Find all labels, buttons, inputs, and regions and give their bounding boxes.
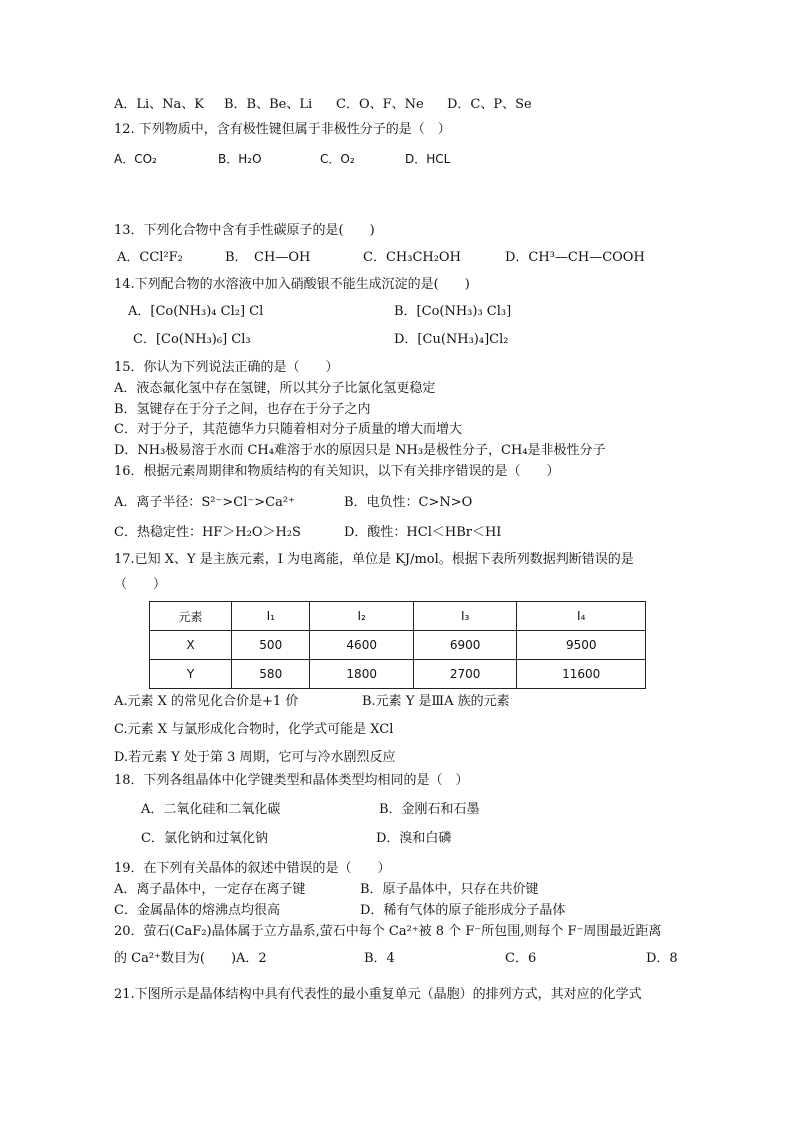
q18-option-d: D．溴和白磷	[376, 831, 452, 846]
q17-answer-paren: （ ）	[114, 577, 167, 592]
q20-option-d: D．8	[646, 951, 678, 966]
q12-option-d: D．HCL	[405, 152, 451, 166]
q14-option-c: C．[Co(NH₃)₆] Cl₃	[133, 332, 251, 347]
q19-option-c: C．金属晶体的熔沸点均很高	[114, 903, 280, 918]
q13-option-c: C．CH₃CH₂OH	[363, 250, 461, 265]
q15-option-c: C．对于分子，其范德华力只随着相对分子质量的增大而增大	[114, 422, 462, 437]
table-header-cell: I₂	[310, 602, 413, 631]
q16-stem: 16．根据元素周期律和物质结构的有关知识，以下有关排序错误的是（ ）	[114, 464, 560, 479]
table-header-cell: 元素	[150, 602, 232, 631]
q14-option-d: D．[Cu(NH₃)₄]Cl₂	[394, 332, 509, 347]
q11-option-d: D．C、P、Se	[447, 97, 532, 112]
q17-option-b: B.元素 Y 是ⅢA 族的元素	[362, 694, 510, 709]
ionization-energy-table	[149, 601, 646, 689]
q16-option-d: D．酸性：HCl＜HBr＜HI	[344, 525, 502, 540]
q19-option-d: D．稀有气体的原子能形成分子晶体	[360, 903, 566, 918]
q19-option-b: B．原子晶体中，只存在共价键	[360, 882, 539, 897]
q15-option-a: A．液态氟化氢中存在氢键，所以其分子比氯化氢更稳定	[114, 381, 436, 396]
table-cell: Y	[150, 660, 232, 689]
q12-stem: 12. 下列物质中，含有极性键但属于非极性分子的是（ ）	[114, 122, 451, 137]
q16-option-b: B．电负性：C>N>O	[344, 495, 473, 510]
q13-option-b: B． CH—OH	[225, 250, 311, 265]
q12-option-c: C．O₂	[320, 152, 355, 166]
q20-option-c: C．6	[505, 951, 537, 966]
q16-option-c: C．热稳定性：HF＞H₂O＞H₂S	[114, 525, 301, 540]
table-cell: 6900	[413, 631, 516, 660]
table-cell: X	[150, 631, 232, 660]
q11-option-c: C．O、F、Ne	[336, 97, 424, 112]
table-header-cell: I₃	[413, 602, 516, 631]
q18-stem: 18．下列各组晶体中化学键类型和晶体类型均相同的是（ ）	[114, 773, 469, 788]
q21-stem: 21.下图所示是晶体结构中具有代表性的最小重复单元（晶胞）的排列方式，其对应的化学式	[114, 987, 642, 1002]
q14-stem: 14.下列配合物的水溶液中加入硝酸银不能生成沉淀的是( )	[114, 277, 470, 292]
q17-option-d: D.若元素 Y 处于第 3 周期，它可与冷水剧烈反应	[114, 750, 396, 765]
table-cell: 500	[232, 631, 310, 660]
q20-stem-line2-option-a: 的 Ca²⁺数目为( )A．2	[114, 951, 267, 966]
q18-option-b: B．金刚石和石墨	[379, 802, 480, 817]
table-cell: 9500	[517, 631, 646, 660]
table-cell: 2700	[413, 660, 516, 689]
q12-option-b: B．H₂O	[218, 152, 262, 166]
q15-option-b: B．氢键存在于分子之间，也存在于分子之内	[114, 402, 371, 417]
q15-stem: 15．你认为下列说法正确的是（ ）	[114, 360, 339, 375]
table-cell: 580	[232, 660, 310, 689]
q17-stem: 17.已知 X、Y 是主族元素，I 为电离能，单位是 KJ/mol。根据下表所列数据判断错误的是	[114, 552, 634, 567]
table-header-row	[150, 602, 646, 631]
q11-option-b: B．B、Be、Li	[224, 97, 313, 112]
table-header-cell: I₁	[232, 602, 310, 631]
q13-option-d: D．CH³—CH—COOH	[505, 250, 645, 265]
table-row	[150, 660, 646, 689]
q17-option-a: A.元素 X 的常见化合价是+1 价	[114, 694, 299, 709]
table-row	[150, 631, 646, 660]
q16-option-a: A．离子半径：S²⁻>Cl⁻>Ca²⁺	[114, 495, 295, 510]
q19-stem: 19．在下列有关晶体的叙述中错误的是（ ）	[114, 861, 391, 876]
table-cell: 11600	[517, 660, 646, 689]
q18-option-c: C．氯化钠和过氧化钠	[141, 831, 268, 846]
q12-option-a: A．CO₂	[114, 152, 157, 166]
q19-option-a: A．离子晶体中，一定存在离子键	[114, 882, 306, 897]
table-header-cell: I₄	[517, 602, 646, 631]
q13-option-a: A．CCl²F₂	[117, 250, 183, 265]
q20-option-b: B．4	[364, 951, 395, 966]
table-cell: 1800	[310, 660, 413, 689]
q13-stem: 13．下列化合物中含有手性碳原子的是( )	[114, 223, 375, 238]
q14-option-b: B．[Co(NH₃)₃ Cl₃]	[394, 304, 512, 319]
q14-option-a: A．[Co(NH₃)₄ Cl₂] Cl	[128, 304, 264, 319]
table-cell: 4600	[310, 631, 413, 660]
q18-option-a: A．二氧化硅和二氧化碳	[141, 802, 281, 817]
q20-stem-line1: 20．萤石(CaF₂)晶体属于立方晶系,萤石中每个 Ca²⁺被 8 个 F⁻所包围,则每个 F⁻周围最近距离	[114, 924, 662, 939]
q15-option-d: D．NH₃极易溶于水而 CH₄难溶于水的原因只是 NH₃是极性分子，CH₄是非极性分子	[114, 443, 606, 458]
q11-option-a: A．Li、Na、K	[114, 97, 205, 112]
q17-option-c: C.元素 X 与氯形成化合物时，化学式可能是 XCl	[114, 722, 394, 737]
